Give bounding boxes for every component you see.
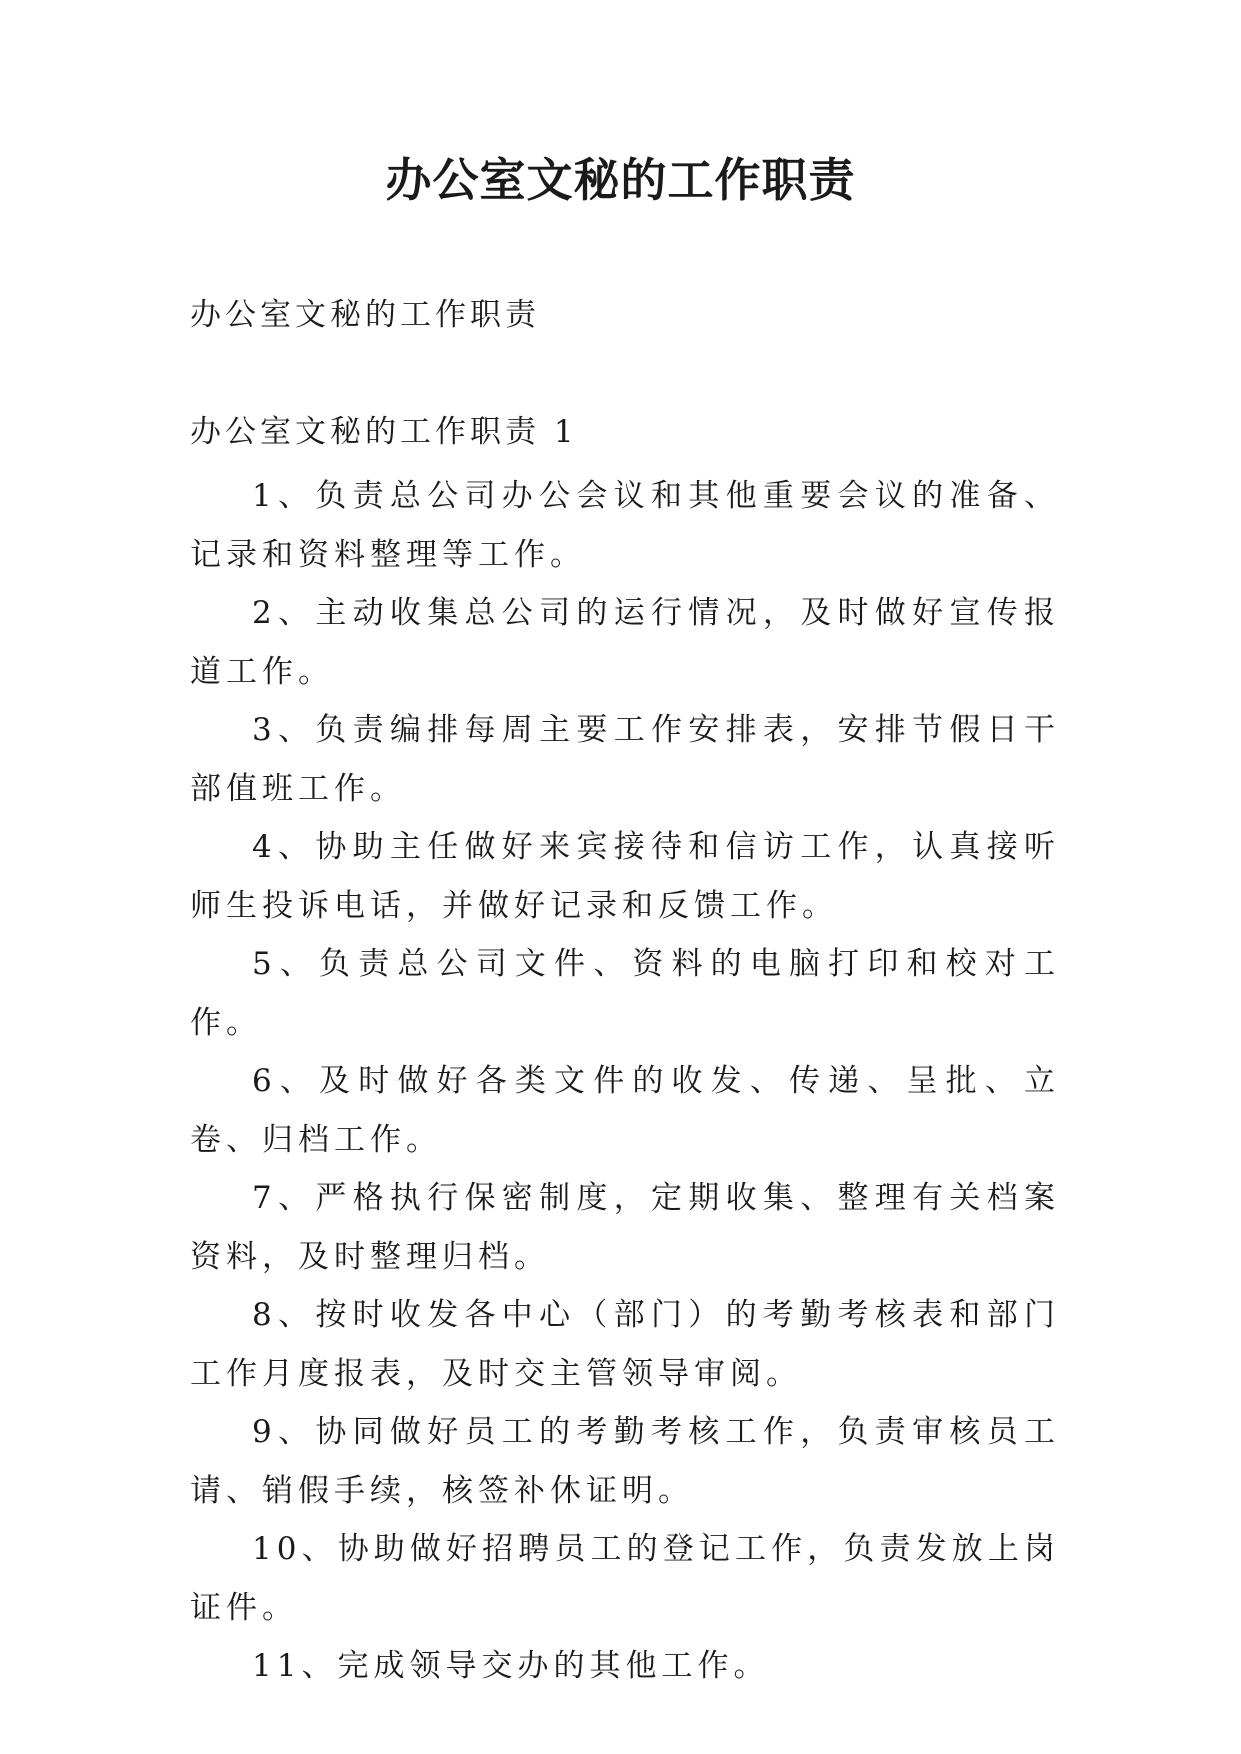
duty-item-4: 4、协助主任做好来宾接待和信访工作，认真接听师生投诉电话，并做好记录和反馈工作。 bbox=[190, 829, 1060, 924]
duty-item-11: 11、完成领导交办的其他工作。 bbox=[252, 1648, 770, 1684]
duty-item-8: 8、按时收发各中心（部门）的考勤考核表和部门工作月度报表，及时交主管领导审阅。 bbox=[190, 1297, 1060, 1392]
duty-item-7: 7、严格执行保密制度，定期收集、整理有关档案资料，及时整理归档。 bbox=[190, 1180, 1060, 1275]
duty-item-6: 6、及时做好各类文件的收发、传递、呈批、立卷、归档工作。 bbox=[190, 1063, 1060, 1158]
duty-item-9: 9、协同做好员工的考勤考核工作，负责审核员工请、销假手续，核签补休证明。 bbox=[190, 1414, 1060, 1509]
section-heading: 办公室文秘的工作职责 1 bbox=[190, 414, 578, 450]
duty-item-10: 10、协助做好招聘员工的登记工作，负责发放上岗证件。 bbox=[190, 1531, 1060, 1626]
duty-item-3: 3、负责编排每周主要工作安排表，安排节假日干部值班工作。 bbox=[190, 712, 1060, 807]
document-subtitle: 办公室文秘的工作职责 bbox=[190, 297, 540, 333]
duty-list bbox=[190, 467, 1060, 1696]
document-title: 办公室文秘的工作职责 bbox=[385, 153, 856, 207]
duty-item-2: 2、主动收集总公司的运行情况，及时做好宣传报道工作。 bbox=[190, 595, 1060, 690]
duty-item-1: 1、负责总公司办公会议和其他重要会议的准备、记录和资料整理等工作。 bbox=[190, 478, 1060, 573]
duty-item-5: 5、负责总公司文件、资料的电脑打印和校对工作。 bbox=[190, 946, 1060, 1041]
